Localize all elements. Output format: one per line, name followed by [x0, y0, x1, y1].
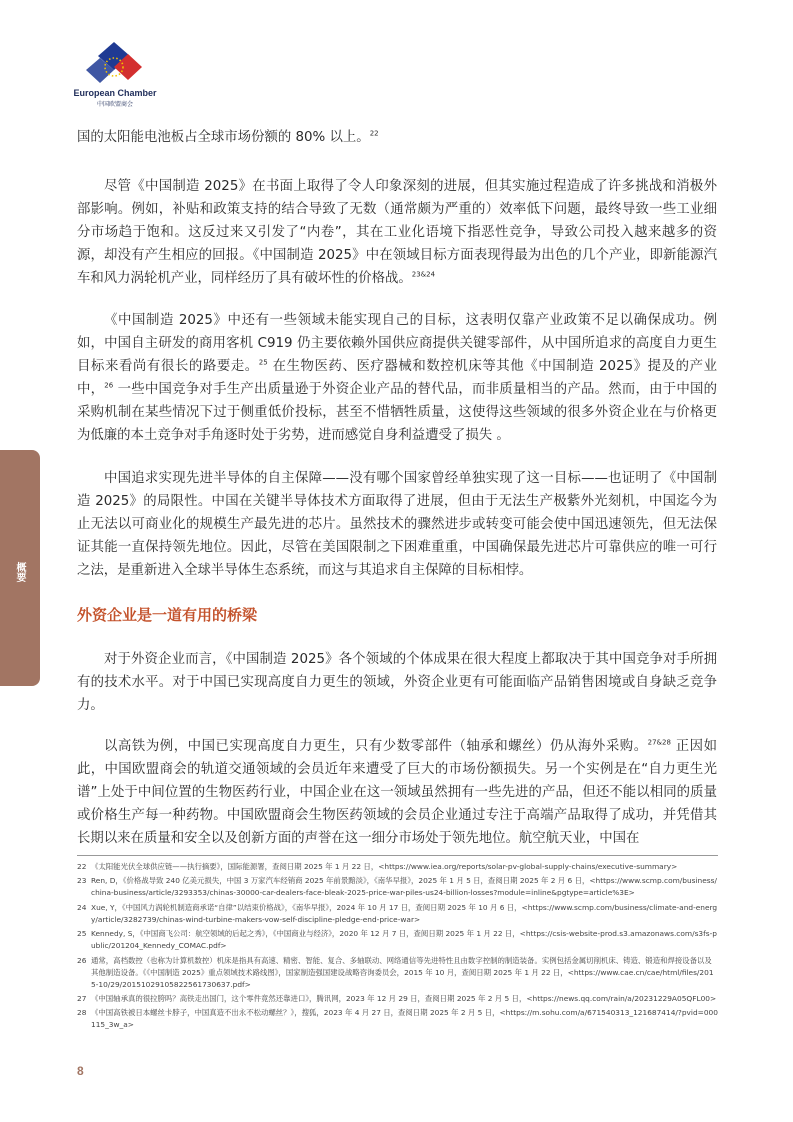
footnote: 24 Xue, Y，《中国风力涡轮机制造商承诺“自律”以结束价格战》，《南华早报》，2024 年 10 月 17 日，查阅日期 2025 年 10 月 6 日，<https://www.scmp.com/business/climate-and-energy/article/3282739/chinas-wind-turbine-makers-vow-self-discipline-pledge-end-price-war>	[77, 902, 718, 924]
section-side-tab[interactable]	[0, 450, 40, 686]
footnote-ref[interactable]: 27&28	[647, 738, 671, 747]
paragraph-2: 《中国制造 2025》中还有一些领域未能实现自己的目标，这表明仅靠产业政策不足以确保成功。例如，中国自主研发的商用客机 C919 仍主要依赖外国供应商提供关键零部件，从中国所追求的高度自力更生目标来看尚有很长的路要走。$^{25}$ 在生物医药、医疗器械和数控机床等其他《中国制造 2025》提及的产业中，$^{26}$ 一些中国竞争对手生产出质量逊于外资企业产品的替代品，而非质量相当的产品。然而，由于中国的采购机制在某些情况下过于侧重低价投标，甚至不惜牺牲质量，这使得这些领域的很多外资企业在与价格更为低廉的本土竞争对手角逐时处于劣势，进而感觉自身利益遭受了损失 。	[77, 313, 718, 443]
page-number: 8	[77, 1064, 84, 1078]
side-tab-label: 概要	[14, 562, 25, 582]
paragraph-1: 尽管《中国制造 2025》在书面上取得了令人印象深刻的进展，但其实施过程造成了许多挑战和消极外部影响。例如，补贴和政策支持的结合导致了无数（通常颇为严重的）效率低下问题，最终导致一些工业细分市场趋于饱和。这反过来又引发了“内卷”，其在工业化语境下指恶性竞争，导致公司投入越来越多的资源，却没有产生相应的回报。《中国制造 2025》中在领域目标方面表现得最为出色的几个产业，即新能源汽车和风力涡轮机产业，同样经历了具有破坏性的价格战。$^{23\&24}$	[77, 179, 717, 286]
footnote: 25 Kennedy, S，《中国商飞公司：航空领域的后起之秀》，《中国商业与经济》，2020 年 12 月 7 日，查阅日期 2025 年 1 月 22 日，<https://csis-website-prod.s3.amazonaws.com/s3fs-public/201204_Kennedy_COMAC.pdf>	[77, 929, 717, 951]
footnote-ref[interactable]: 23&24	[411, 270, 436, 279]
footnote: 22 《太阳能光伏全球供应链——执行摘要》，国际能源署，查阅日期 2025 年 1 月 22 日，<https://www.iea.org/reports/solar-pv-global-supply-chains/executive-summary>	[77, 862, 678, 871]
footnote-divider	[77, 855, 718, 856]
footnote-ref[interactable]: 25	[258, 358, 268, 367]
paragraph-4: 对于外资企业而言，《中国制造 2025》各个领域的个体成果在很大程度上都取决于其中国竞争对手所拥有的技术水平。对于中国已实现高度自力更生的领域，外资企业更有可能面临产品销售困境或自身缺乏竞争力。	[77, 652, 717, 713]
footnote: 23 Ren, D，《价格战导致 240 亿美元损失，中国 3 万家汽车经销商 2025 年前景黯淡》，《南华早报》，2025 年 1 月 5 日，查阅日期 2025 年 2 月 6 日，<https://www.scmp.com/business/china-business/article/3293353/chinas-30000-car-dealers-face-bleak-2025-price-war-piles-us24-billion-losses?module=inline&pgtype=article%3E>	[77, 876, 717, 898]
logo-name-cn: 中国欧盟商会	[96, 101, 133, 108]
paragraph-3: 中国追求实现先进半导体的自主保障——没有哪个国家曾经单独实现了这一目标——也证明了《中国制造 2025》的局限性。中国在关键半导体技术方面取得了进展，但由于无法生产极紫外光刻机，中国迄今为止无法以可商业化的规模生产最先进的芯片。虽然技术的骤然进步或转变可能会使中国迅速领先，但无法保证其能一直保持领先地位。因此，尽管在美国限制之下困难重重，中国确保最先进芯片可靠供应的唯一可行之法，是重新进入全球半导体生态系统，而这与其追求自主保障的目标相悖。	[77, 471, 717, 578]
paragraph-5: 以高铁为例，中国已实现高度自力更生，只有少数零部件（轴承和螺丝）仍从海外采购。$^{27\&28}$ 正因如此，中国欧盟商会的轨道交通领域的会员近年来遭受了巨大的市场份额损失。另一个实例是在“自力更生光谱”上处于中间位置的生物医药行业，中国企业在这一领域虽然拥有一些先进的产品，但还不能以相同的质量或价格生产每一种药物。中国欧盟商会生物医药领域的会员企业通过专注于高端产品取得了成功，并凭借其长期以来在质量和安全以及创新方面的声誉在这一细分市场处于领先地位。航空航天业，中国在	[77, 738, 717, 846]
footnotes	[77, 861, 718, 1034]
footnote-ref[interactable]: 22	[369, 129, 379, 138]
logo-name-en: European Chamber	[73, 88, 157, 98]
footnote: 26 通常，高档数控（也称为计算机数控）机床是指具有高速、精密、智能、复合、多轴联动、网络通信等先进特性且由数字控制的制造装备。实例包括金属切削机床、铸造、锻造和焊接设备以及其他制造设备。《《中国制造 2025》重点领域技术路线图》，国家制造强国建设战略咨询委员会，2015 年 10 月，查阅日期 2025 年 1 月 22 日，<https://www.cae.cn/cae/html/files/2015-10/29/20151029105822561730637.pdf>	[77, 955, 714, 989]
section-heading: 外资企业是一道有用的桥梁	[77, 606, 258, 624]
paragraph-0: 国的太阳能电池板占全球市场份额的 80% 以上。$^{22}$	[77, 129, 379, 145]
footnote: 27 《中国轴承真的很拉胯吗？高铁走出国门，这个零件竟然还靠进口》，腾讯网，2023 年 12 月 29 日，查阅日期 2025 年 2 月 5 日，<https://news.qq.com/rain/a/20231229A05QFL00>	[77, 993, 717, 1003]
footnote: 28 《中国高铁被日本螺丝卡脖子，中国真造不出永不松动螺丝？》，搜狐，2023 年 4 月 27 日，查阅日期 2025 年 2 月 5 日，<https://m.sohu.com/a/671540313_121687414/?pvid=000115_3w_a>	[77, 1008, 718, 1030]
chamber-emblem-icon	[84, 40, 144, 86]
european-chamber-logo	[70, 40, 160, 112]
footnote-ref[interactable]: 26	[104, 381, 114, 390]
